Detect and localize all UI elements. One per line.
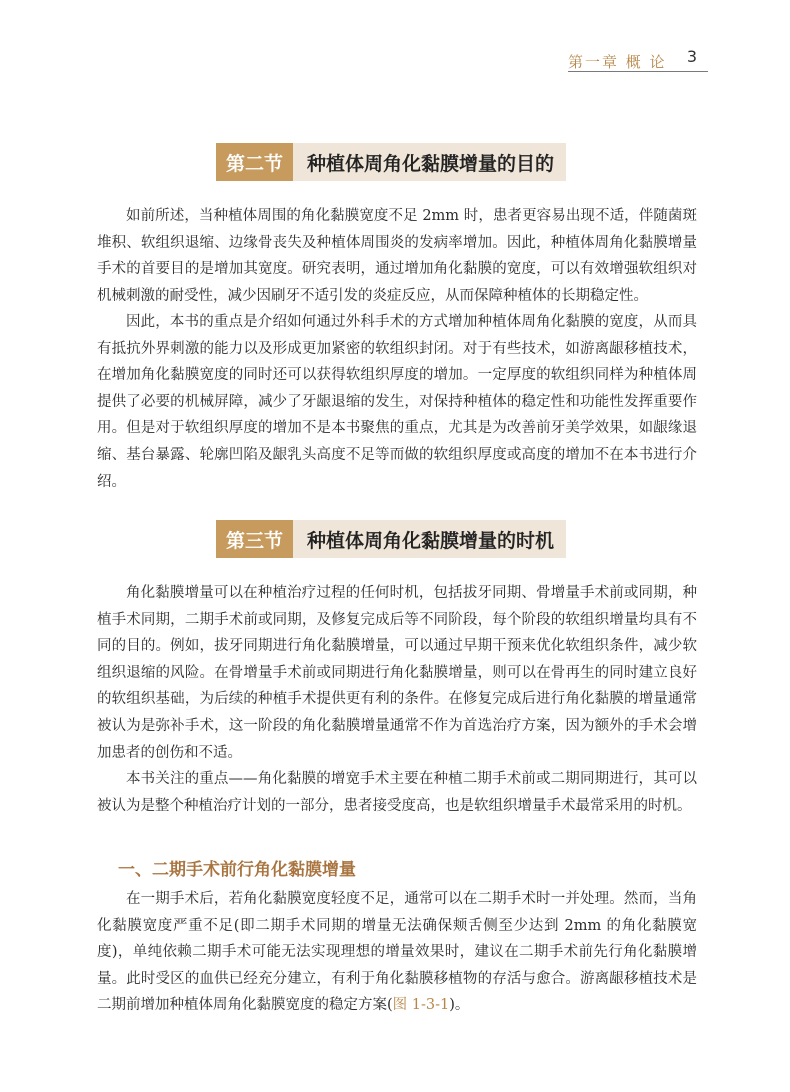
- figure-reference-link[interactable]: 图 1-3-1: [392, 997, 450, 1014]
- section-title: 种植体周角化黏膜增量的目的: [293, 143, 566, 181]
- paragraph: 本书关注的重点——角化黏膜的增宽手术主要在种植二期手术前或二期同期进行，其可以被认为是整个种植治疗计划的一部分，患者接受度高，也是软组织增量手术最常采用的时机。: [97, 771, 697, 814]
- subsection-title: 一、二期手术前行角化黏膜增量: [118, 860, 356, 880]
- section-title: 种植体周角化黏膜增量的时机: [293, 520, 566, 558]
- section-heading-2: [216, 143, 566, 181]
- section-badge: 第二节: [216, 143, 293, 181]
- section-badge: 第三节: [216, 520, 293, 558]
- paragraph: [97, 886, 697, 1019]
- running-header: [568, 47, 708, 75]
- paragraph: 如前所述，当种植体周围的角化黏膜宽度不足 2mm 时，患者更容易出现不适，伴随菌斑堆积、软组织退缩、边缘骨丧失及种植体周围炎的发病率增加。因此，种植体周角化黏膜增量手术的首要目的是增加其宽度。研究表明，通过增加角化黏膜的宽度，可以有效增强软组织对机械刺激的耐受性，减少因刷牙不适引发的炎症反应，从而保障种植体的长期稳定性。: [97, 208, 697, 304]
- chapter-label: 第一章 概 论: [568, 53, 667, 71]
- header-rule: [568, 71, 708, 72]
- paragraph-text-end: )。: [449, 997, 470, 1014]
- paragraph-text: 在一期手术后，若角化黏膜宽度轻度不足，通常可以在二期手术时一并处理。然而，当角化黏膜宽度严重不足(即二期手术同期的增量无法确保颊舌侧至少达到 2mm 的角化黏膜宽度)，单纯依赖二期手术可能无法实现理想的增量效果时，建议在二期手术前先行角化黏膜增量。此时受区的血供已经充分建立，有利于角化黏膜移植物的存活与愈合。游离龈移植技术是二期前增加种植体周角化黏膜宽度的稳定方案(: [97, 891, 697, 1014]
- page-number: 3: [686, 47, 698, 66]
- paragraph: 因此，本书的重点是介绍如何通过外科手术的方式增加种植体周角化黏膜的宽度，从而具有抵抗外界刺激的能力以及形成更加紧密的软组织封闭。对于有些技术，如游离龈移植技术，在增加角化黏膜宽度的同时还可以获得软组织厚度的增加。一定厚度的软组织同样为种植体周提供了必要的机械屏障，减少了牙龈退缩的发生，对保持种植体的稳定性和功能性发挥重要作用。但是对于软组织厚度的增加不是本书聚焦的重点，尤其是为改善前牙美学效果，如龈缘退缩、基台暴露、轮廓凹陷及龈乳头高度不足等而做的软组织厚度或高度的增加不在本书进行介绍。: [97, 314, 697, 490]
- paragraph: 角化黏膜增量可以在种植治疗过程的任何时机，包括拔牙同期、骨增量手术前或同期，种植手术同期，二期手术前或同期，及修复完成后等不同阶段，每个阶段的软组织增量均具有不同的目的。例如，拔牙同期进行角化黏膜增量，可以通过早期干预来优化软组织条件，减少软组织退缩的风险。在骨增量手术前或同期进行角化黏膜增量，则可以在骨再生的同时建立良好的软组织基础，为后续的种植手术提供更有利的条件。在修复完成后进行角化黏膜的增量通常被认为是弥补手术，这一阶段的角化黏膜增量通常不作为首选治疗方案，因为额外的手术会增加患者的创伤和不适。: [97, 585, 697, 761]
- section-heading-3: [216, 520, 566, 558]
